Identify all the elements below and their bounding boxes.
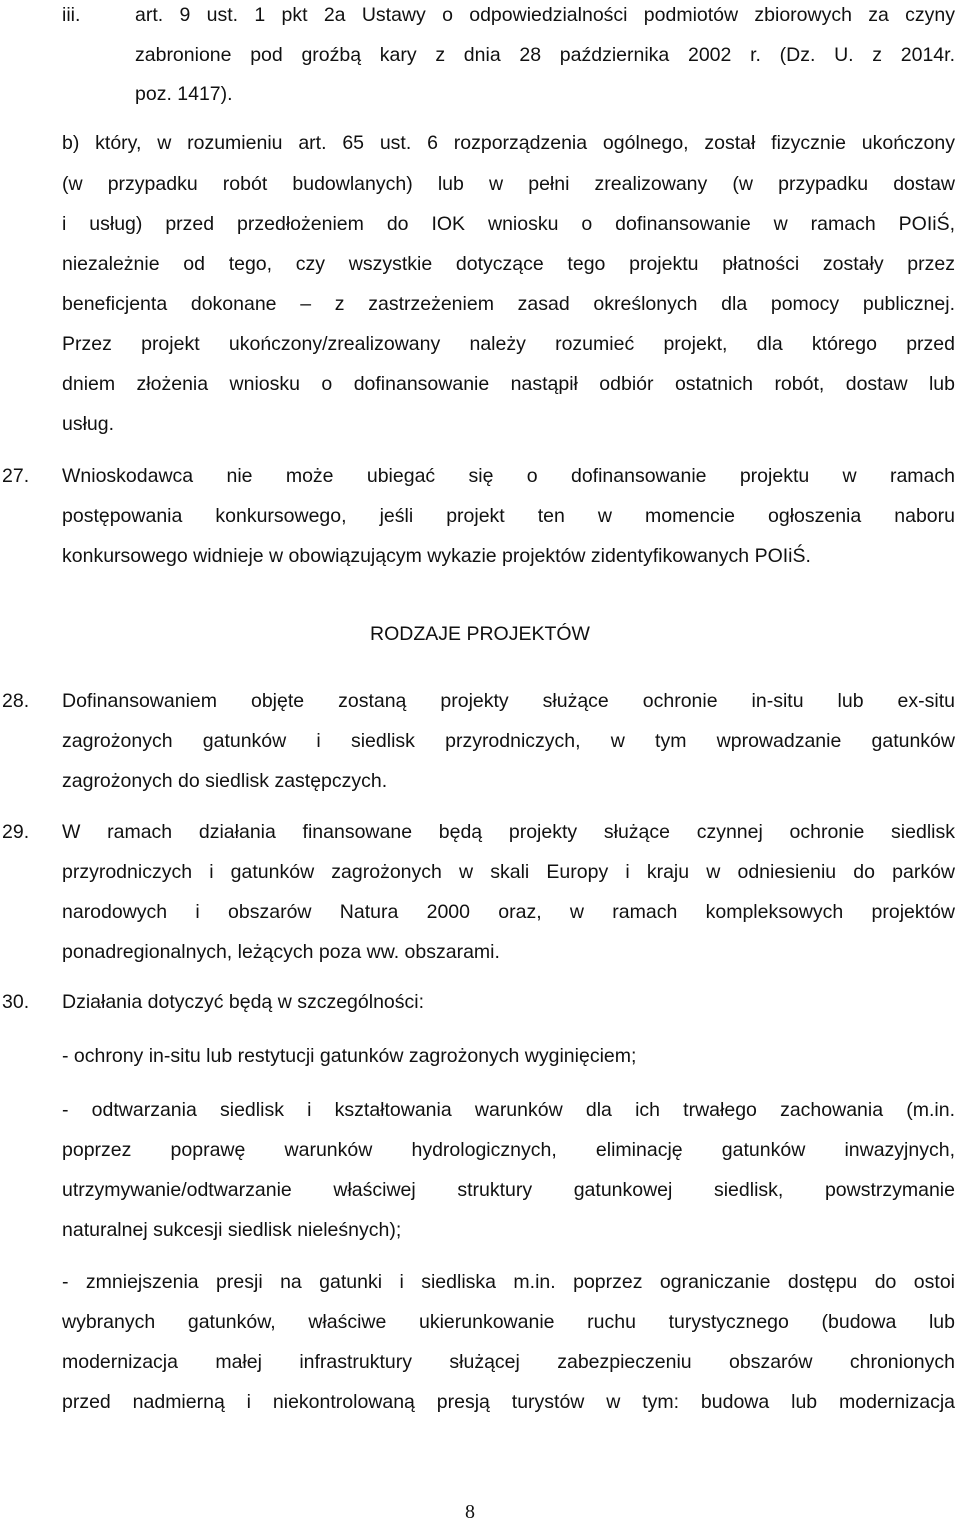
item-b-line-5: beneficjenta dokonane – z zastrzeżeniem zasad określonych dla pomocy publicznej. (62, 293, 955, 315)
item-iii-line-2: zabronione pod groźbą kary z dnia 28 października 2002 r. (Dz. U. z 2014r. (135, 44, 955, 66)
item-29-line-1: W ramach działania finansowane będą projekty służące czynnej ochronie siedlisk (62, 821, 955, 843)
bullet-3-line-4: przed nadmierną i niekontrolowaną presją turystów w tym: budowa lub modernizacja (62, 1391, 955, 1413)
section-heading: RODZAJE PROJEKTÓW (370, 623, 590, 645)
item-b-line-2: (w przypadku robót budowlanych) lub w pełni zrealizowany (w przypadku dostaw (62, 173, 955, 195)
item-b-line-4: niezależnie od tego, czy wszystkie dotyczące tego projektu płatności zostały przez (62, 253, 955, 275)
item-b-line-3: i usług) przed przedłożeniem do IOK wniosku o dofinansowanie w ramach POIiŚ, (62, 213, 955, 235)
item-27-line-2: postępowania konkursowego, jeśli projekt ten w momencie ogłoszenia naboru (62, 505, 955, 527)
item-28-line-3: zagrożonych do siedlisk zastępczych. (62, 770, 388, 792)
bullet-3-line-2: wybranych gatunków, właściwe ukierunkowanie ruchu turystycznego (budowa lub (62, 1311, 955, 1333)
item-b-line-1: b) który, w rozumieniu art. 65 ust. 6 rozporządzenia ogólnego, został fizycznie ukończony (62, 132, 955, 154)
bullet-2-line-4: naturalnej sukcesji siedlisk nieleśnych); (62, 1219, 402, 1241)
bullet-3-line-1: - zmniejszenia presji na gatunki i siedliska m.in. poprzez ograniczanie dostępu do ostoi (62, 1271, 955, 1293)
item-iii-line-3: poz. 1417). (135, 83, 233, 105)
item-iii-line-1: art. 9 ust. 1 pkt 2a Ustawy o odpowiedzialności podmiotów zbiorowych za czyny (135, 4, 955, 26)
bullet-3-line-3: modernizacja małej infrastruktury służącej zabezpieczeniu obszarów chronionych (62, 1351, 955, 1373)
item-b-line-8: usług. (62, 413, 115, 435)
item-30-line-1: Działania dotyczyć będą w szczególności: (62, 991, 425, 1013)
item-27-line-3: konkursowego widnieje w obowiązującym wykazie projektów zidentyfikowanych POIiŚ. (62, 545, 811, 567)
bullet-2-line-2: poprzez poprawę warunków hydrologicznych, eliminację gatunków inwazyjnych, (62, 1139, 955, 1161)
item-28-marker: 28. (2, 690, 30, 712)
item-iii-marker: iii. (62, 4, 81, 26)
page-number: 8 (465, 1501, 475, 1523)
item-27-line-1: Wnioskodawca nie może ubiegać się o dofinansowanie projektu w ramach (62, 465, 955, 487)
item-29-line-2: przyrodniczych i gatunków zagrożonych w skali Europy i kraju w odniesieniu do parków (62, 861, 955, 883)
bullet-2-line-1: - odtwarzania siedlisk i kształtowania warunków dla ich trwałego zachowania (m.in. (62, 1099, 955, 1121)
item-b-line-6: Przez projekt ukończony/zrealizowany należy rozumieć projekt, dla którego przed (62, 333, 955, 355)
item-29-marker: 29. (2, 821, 30, 843)
bullet-2-line-3: utrzymywanie/odtwarzanie właściwej struktury gatunkowej siedlisk, powstrzymanie (62, 1179, 955, 1201)
item-29-line-3: narodowych i obszarów Natura 2000 oraz, w ramach kompleksowych projektów (62, 901, 955, 923)
item-29-line-4: ponadregionalnych, leżących poza ww. obszarami. (62, 941, 500, 963)
item-28-line-2: zagrożonych gatunków i siedlisk przyrodniczych, w tym wprowadzanie gatunków (62, 730, 955, 752)
item-28-line-1: Dofinansowaniem objęte zostaną projekty służące ochronie in-situ lub ex-situ (62, 690, 955, 712)
item-b-line-7: dniem złożenia wniosku o dofinansowanie nastąpił odbiór ostatnich robót, dostaw lub (62, 373, 955, 395)
item-27-marker: 27. (2, 465, 30, 487)
bullet-1-line-1: - ochrony in-situ lub restytucji gatunków zagrożonych wyginięciem; (62, 1045, 637, 1067)
item-30-marker: 30. (2, 991, 30, 1013)
